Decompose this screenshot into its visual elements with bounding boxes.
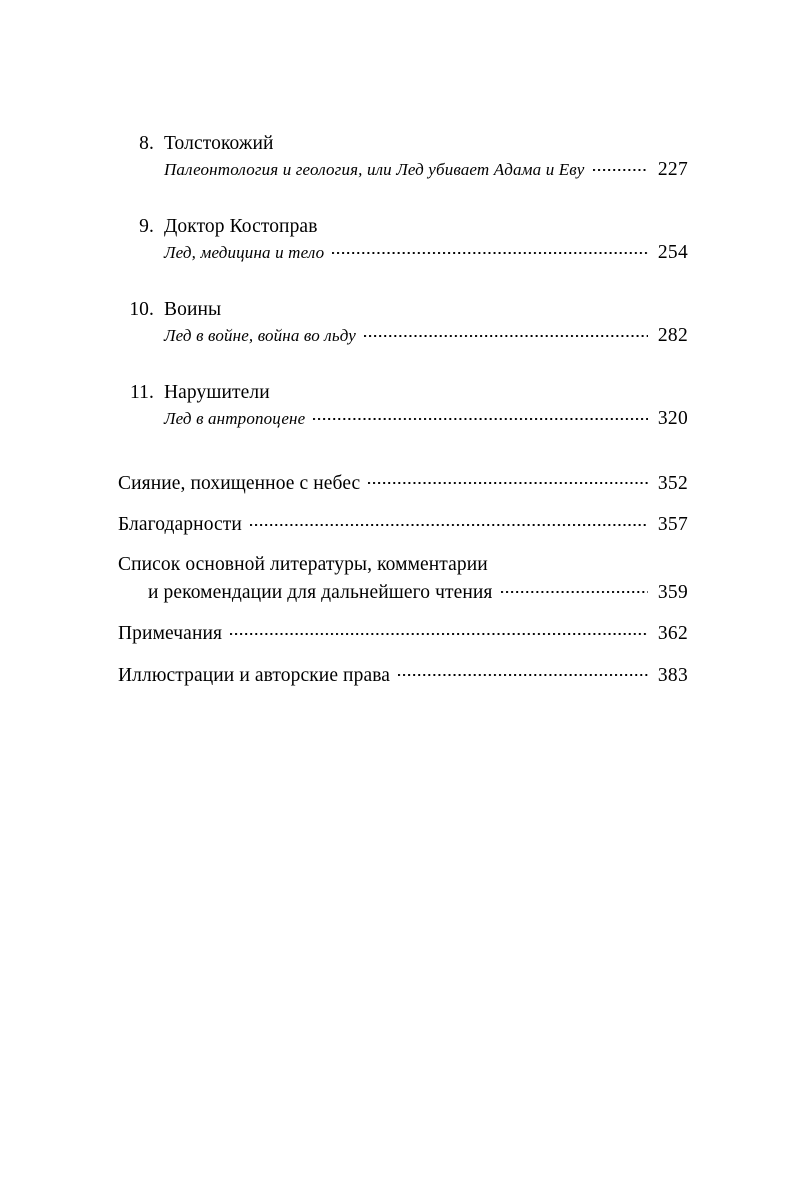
chapter-heading-row xyxy=(118,297,688,323)
entry-row-line2 xyxy=(118,578,688,606)
entry-title: Сияние, похищенное с небес xyxy=(118,472,361,494)
spacer xyxy=(118,286,688,297)
dot-leader xyxy=(364,324,648,341)
dot-leader xyxy=(368,469,648,489)
spacer xyxy=(118,203,688,214)
chapter-heading-row xyxy=(118,380,688,406)
page-number: 254 xyxy=(657,242,688,263)
chapter-subtitle-row xyxy=(154,157,688,182)
spacer xyxy=(118,538,688,552)
dot-leader xyxy=(593,158,648,175)
table-of-contents xyxy=(118,131,688,689)
dot-leader xyxy=(250,511,648,531)
entry-title: Благодарности xyxy=(118,514,242,535)
chapter-subtitle-row xyxy=(154,406,688,431)
toc-entry-chapter-10[interactable] xyxy=(118,297,688,348)
toc-entry-chapter-11[interactable] xyxy=(118,380,688,431)
chapter-title: Доктор Костоправ xyxy=(164,216,318,237)
spacer xyxy=(118,647,688,661)
chapter-heading-row xyxy=(118,214,688,240)
page-number: 359 xyxy=(657,581,688,603)
chapter-number: 8. xyxy=(139,133,154,154)
chapter-subtitle: Палеонтология и геология, или Лед убивает Адама и Еву xyxy=(164,160,585,179)
entry-row xyxy=(118,511,688,539)
spacer xyxy=(118,497,688,511)
toc-entry-illyustratsii[interactable] xyxy=(118,661,688,689)
toc-entry-spisok-literatury[interactable] xyxy=(118,552,688,606)
page-number: 352 xyxy=(657,472,688,494)
toc-entry-chapter-9[interactable] xyxy=(118,214,688,265)
entry-title: Иллюстрации и авторские права xyxy=(118,664,391,686)
dot-leader xyxy=(501,578,649,598)
spacer xyxy=(118,452,688,469)
page-number: 320 xyxy=(657,408,688,429)
entry-row xyxy=(118,620,688,648)
chapter-title: Толстокожий xyxy=(164,133,274,154)
chapter-subtitle: Лед в войне, война во льду xyxy=(164,326,356,345)
chapter-subtitle-row xyxy=(154,240,688,265)
dot-leader xyxy=(398,661,648,681)
toc-entry-blagodarnosti[interactable] xyxy=(118,511,688,539)
toc-entry-primechaniya[interactable] xyxy=(118,620,688,648)
entry-row xyxy=(118,469,688,497)
entry-title-line-2: и рекомендации для дальнейшего чтения xyxy=(148,581,493,603)
entry-title-line-1: Список основной литературы, комментарии xyxy=(118,554,488,575)
entry-row xyxy=(118,661,688,689)
spacer xyxy=(118,369,688,380)
dot-leader xyxy=(313,407,648,424)
chapter-title: Нарушители xyxy=(164,382,270,403)
chapter-title: Воины xyxy=(164,299,222,320)
page-number: 383 xyxy=(657,664,688,686)
chapter-number: 9. xyxy=(139,216,154,237)
dot-leader xyxy=(332,241,648,258)
chapter-subtitle: Лед, медицина и тело xyxy=(164,243,325,262)
chapter-heading-row xyxy=(118,131,688,157)
page-number: 282 xyxy=(657,325,688,346)
page-number: 357 xyxy=(657,514,688,535)
entry-row-line1 xyxy=(118,552,688,578)
dot-leader xyxy=(230,620,648,640)
chapter-number: 11. xyxy=(130,382,154,403)
entry-title: Примечания xyxy=(118,623,223,644)
spacer xyxy=(118,606,688,620)
chapter-subtitle-row xyxy=(154,323,688,348)
page-number: 362 xyxy=(657,623,688,644)
chapter-number: 10. xyxy=(129,299,154,320)
toc-entry-siyanie[interactable] xyxy=(118,469,688,497)
page-number: 227 xyxy=(657,159,688,180)
chapter-subtitle: Лед в антропоцене xyxy=(164,409,306,428)
toc-entry-chapter-8[interactable] xyxy=(118,131,688,182)
